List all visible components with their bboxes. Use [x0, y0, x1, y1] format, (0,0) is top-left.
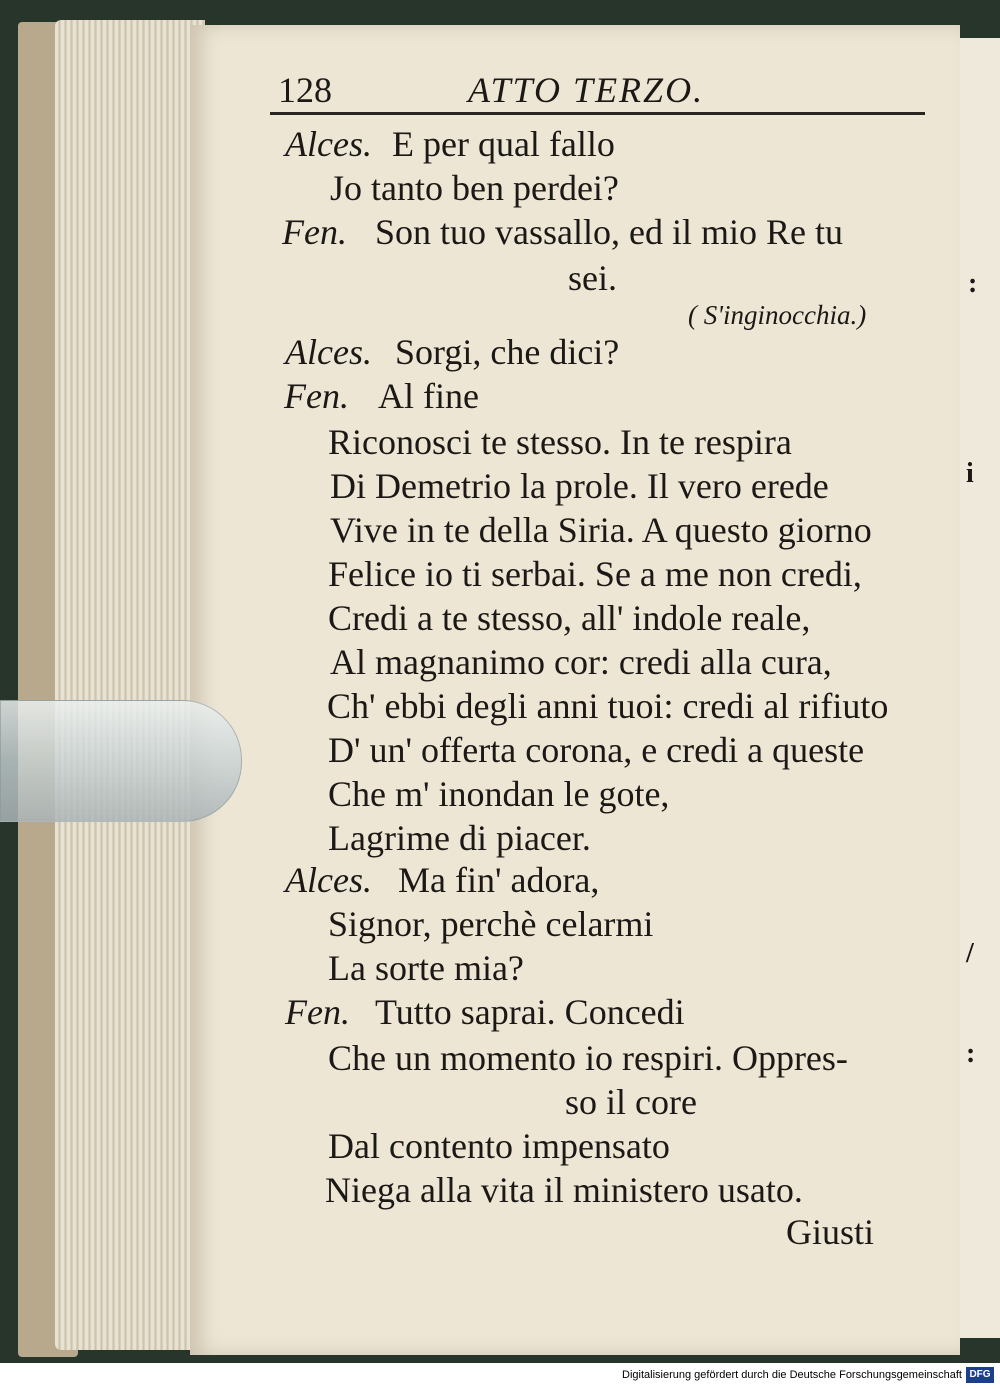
verse-line: Son tuo vassallo, ed il mio Re tu [375, 212, 843, 252]
verse-line: Tutto saprai. Concedi [375, 992, 685, 1032]
speaker-label: Alces. [285, 332, 372, 372]
verse-line: Sorgi, che dici? [395, 332, 620, 372]
verse-line: Felice io ti serbai. Se a me non credi, [328, 554, 862, 594]
speaker-label: Alces. [285, 124, 372, 164]
speaker-label: Fen. [285, 992, 350, 1032]
facing-page-edge: : i / : [960, 38, 1000, 1338]
dfg-logo: DFG [966, 1367, 994, 1383]
speaker-label: Fen. [284, 376, 349, 416]
verse-line: Jo tanto ben perdei? [330, 168, 619, 208]
digitization-credit: Digitalisierung gefördert durch die Deutsche Forschungsgemeinschaft [622, 1369, 962, 1381]
speaker-label: Alces. [285, 860, 372, 900]
verse-line: Signor, perchè celarmi [328, 904, 654, 944]
verse-line: so il core [565, 1082, 697, 1122]
verse-line: Credi a te stesso, all' indole reale, [328, 598, 811, 638]
verse-line: sei. [568, 258, 617, 298]
verse-line: Ch' ebbi degli anni tuoi: credi al rifiuto [327, 686, 889, 726]
verse-line: Al magnanimo cor: credi alla cura, [330, 642, 832, 682]
page-clip-holder [0, 700, 242, 822]
verse-line: D' un' offerta corona, e credi a queste [328, 730, 865, 770]
page-number: 128 [278, 70, 332, 110]
catchword: Giusti [786, 1212, 875, 1252]
running-title: ATTO TERZO. [468, 70, 705, 110]
verse-line: Che un momento io respiri. Oppres- [328, 1038, 848, 1078]
verse-line: Ma fin' adora, [398, 860, 600, 900]
header-rule [270, 112, 925, 115]
verse-line: Dal contento impensato [328, 1126, 670, 1166]
verse-line: Lagrime di piacer. [328, 818, 591, 858]
stage-direction: ( S'inginocchia.) [688, 300, 867, 330]
verse-line: Che m' inondan le gote, [328, 774, 670, 814]
verse-line: La sorte mia? [328, 948, 524, 988]
verse-line: Vive in te della Siria. A questo giorno [330, 510, 872, 550]
page-stack-edges [55, 20, 205, 1350]
verse-line: Riconosci te stesso. In te respira [328, 422, 792, 462]
speaker-label: Fen. [282, 212, 347, 252]
verse-line: Di Demetrio la prole. Il vero erede [330, 466, 829, 506]
verse-line: E per qual fallo [392, 124, 615, 164]
verse-line: Al fine [378, 376, 479, 416]
verse-line: Niega alla vita il ministero usato. [325, 1170, 803, 1210]
